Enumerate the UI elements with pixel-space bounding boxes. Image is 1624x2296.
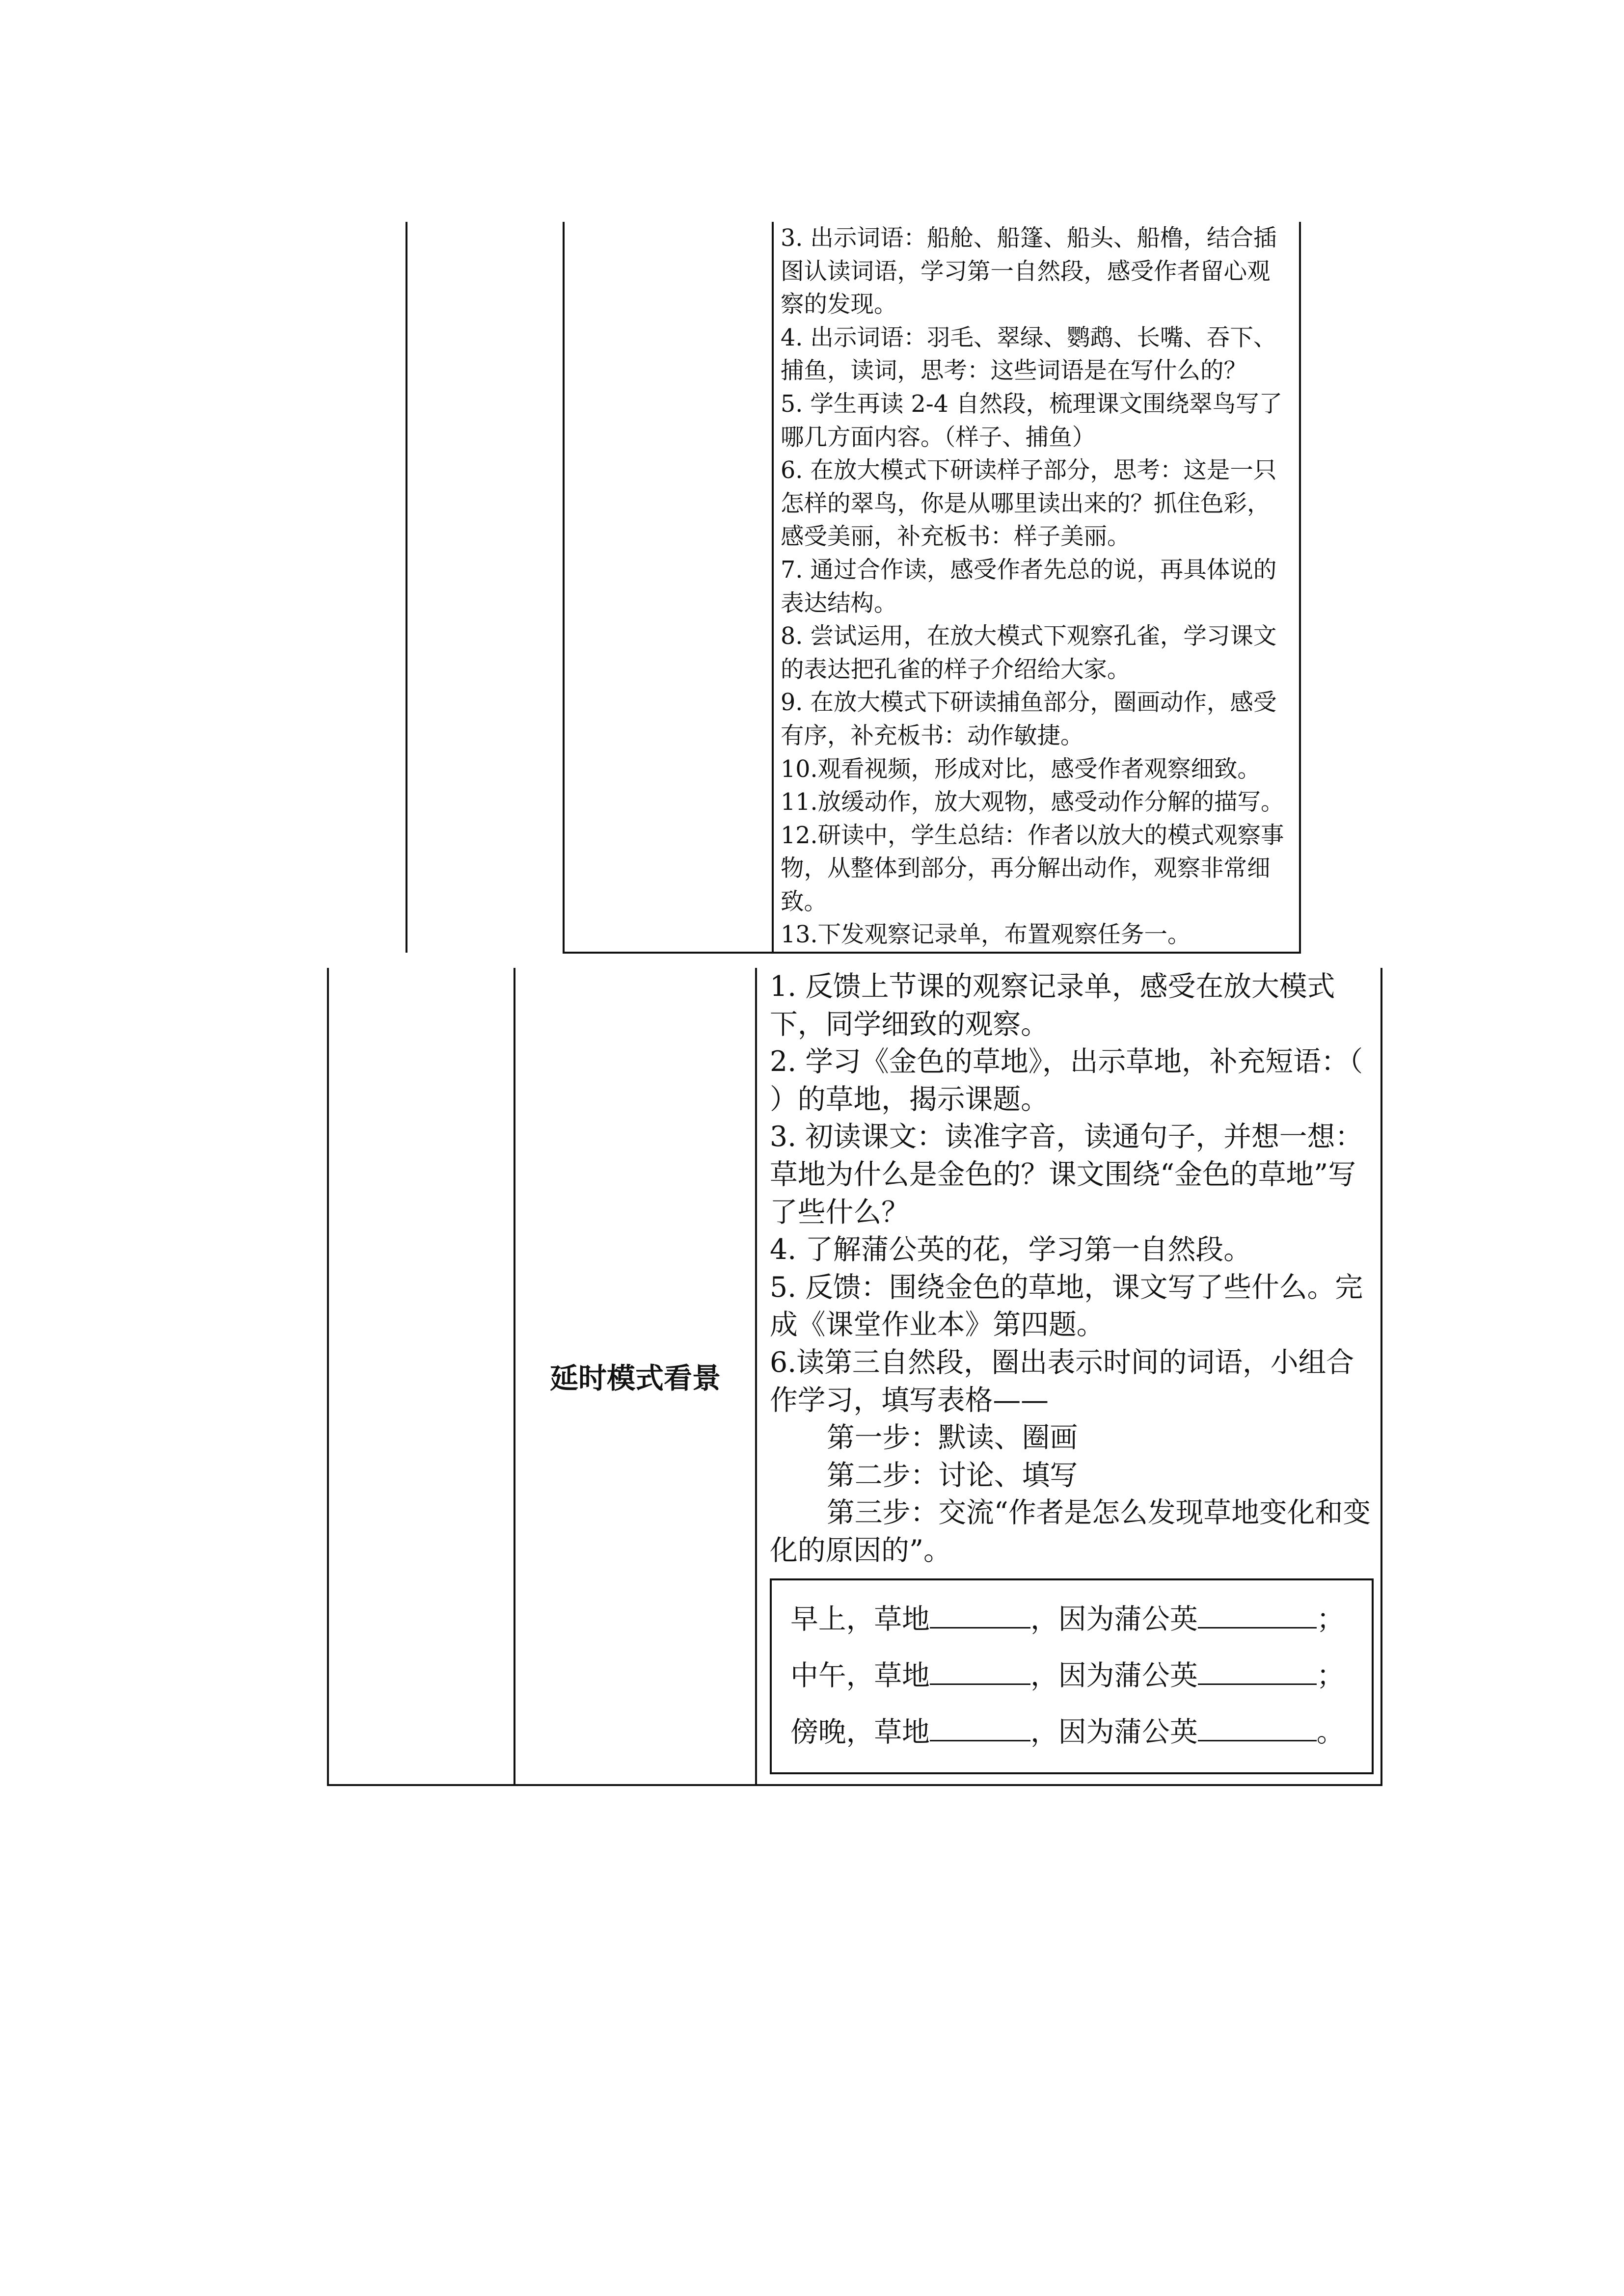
answer-blank[interactable] bbox=[1198, 1735, 1317, 1741]
lower-steps-list bbox=[757, 968, 1400, 1774]
lower-step-item: 1. 反馈上节课的观察记录单，感受在放大模式下，同学细致的观察。 bbox=[770, 970, 1335, 1041]
sub-step-item: 第一步：默读、圈画 bbox=[827, 1421, 1078, 1454]
fill-time-label: 中午，草地 bbox=[790, 1659, 930, 1692]
fill-end-punct: ； bbox=[1316, 1602, 1345, 1635]
lower-step-item: 3. 初读课文：读准字音，读通句子，并想一想：草地为什么是金色的？课文围绕“金色的草地”写了些什么？ bbox=[770, 1121, 1363, 1228]
upper-lesson-table bbox=[406, 222, 1301, 954]
upper-col-2 bbox=[564, 222, 773, 953]
upper-step-item: 6. 在放大模式下研读样子部分，思考：这是一只怎样的翠鸟，你是从哪里读出来的？抓住色彩，感受美丽，补充板书：样子美丽。 bbox=[781, 457, 1277, 551]
answer-blank[interactable] bbox=[930, 1735, 1030, 1741]
lower-lesson-table bbox=[327, 968, 1400, 1786]
upper-step-item: 7. 通过合作读，感受作者先总的说，再具体说的表达结构。 bbox=[781, 556, 1277, 617]
upper-step-item: 4. 出示词语：羽毛、翠绿、鹦鹉、长嘴、吞下、捕鱼，读词，思考：这些词语是在写什么的？ bbox=[781, 324, 1277, 385]
lower-step-item: 6.读第三自然段，圈出表示时间的词语，小组合作学习，填写表格—— bbox=[770, 1346, 1354, 1416]
upper-step-item: 8. 尝试运用，在放大模式下观察孔雀，学习课文的表达把孔雀的样子介绍给大家。 bbox=[781, 623, 1277, 683]
fill-time-label: 早上，草地 bbox=[790, 1602, 930, 1635]
fill-end-punct: 。 bbox=[1316, 1715, 1345, 1748]
fill-time-label: 傍晚，草地 bbox=[790, 1715, 930, 1748]
lower-step-item: 5. 反馈：围绕金色的草地，课文写了些什么。完成《课堂作业本》第四题。 bbox=[770, 1271, 1363, 1341]
answer-blank[interactable] bbox=[1198, 1622, 1317, 1629]
fill-in-table bbox=[770, 1578, 1374, 1774]
upper-step-item: 3. 出示词语：船舱、船篷、船头、船橹，结合插图认读词语，学习第一自然段，感受作者留心观察的发现。 bbox=[781, 225, 1277, 319]
upper-content-cell bbox=[773, 222, 1300, 953]
upper-step-item: 13.下发观察记录单，布置观察任务一。 bbox=[781, 921, 1191, 949]
fill-row-morning bbox=[790, 1591, 1367, 1648]
answer-blank[interactable] bbox=[1198, 1679, 1317, 1685]
upper-col-1 bbox=[406, 222, 564, 953]
fill-reason-label: ，因为蒲公英 bbox=[1030, 1602, 1198, 1635]
lower-step-item: 2. 学习《金色的草地》，出示草地，补充短语：（ ）的草地，揭示课题。 bbox=[770, 1045, 1400, 1116]
fill-end-punct: ； bbox=[1316, 1659, 1345, 1692]
answer-blank[interactable] bbox=[930, 1679, 1030, 1685]
lower-category-cell bbox=[514, 968, 756, 1785]
sub-step-item: 第二步：讨论、填写 bbox=[827, 1459, 1078, 1492]
fill-row-evening bbox=[790, 1704, 1367, 1761]
fill-reason-label: ，因为蒲公英 bbox=[1030, 1715, 1198, 1748]
lower-content-cell bbox=[756, 968, 1400, 1785]
upper-step-item: 5. 学生再读 2-4 自然段，梳理课文围绕翠鸟写了哪几方面内容。（样子、捕鱼） bbox=[781, 390, 1283, 451]
upper-step-item: 10.观看视频，形成对比，感受作者观察细致。 bbox=[781, 755, 1261, 783]
lower-col-1 bbox=[328, 968, 514, 1785]
upper-step-item: 11.放缓动作，放大观物，感受动作分解的描写。 bbox=[781, 789, 1284, 816]
upper-step-item: 12.研读中，学生总结：作者以放大的模式观察事物，从整体到部分，再分解出动作，观察非常细致。 bbox=[781, 822, 1284, 915]
fill-row-noon bbox=[790, 1648, 1367, 1704]
fill-reason-label: ，因为蒲公英 bbox=[1030, 1659, 1198, 1692]
category-label: 延时模式看景 bbox=[549, 1362, 721, 1395]
upper-steps-list bbox=[774, 222, 1299, 952]
lower-step-item: 4. 了解蒲公英的花，学习第一自然段。 bbox=[770, 1233, 1251, 1266]
answer-blank[interactable] bbox=[930, 1622, 1030, 1629]
upper-step-item: 9. 在放大模式下研读捕鱼部分，圈画动作，感受有序，补充板书：动作敏捷。 bbox=[781, 689, 1277, 749]
sub-step-item: 第三步：交流“作者是怎么发现草地变化和变化的原因的”。 bbox=[770, 1496, 1371, 1567]
